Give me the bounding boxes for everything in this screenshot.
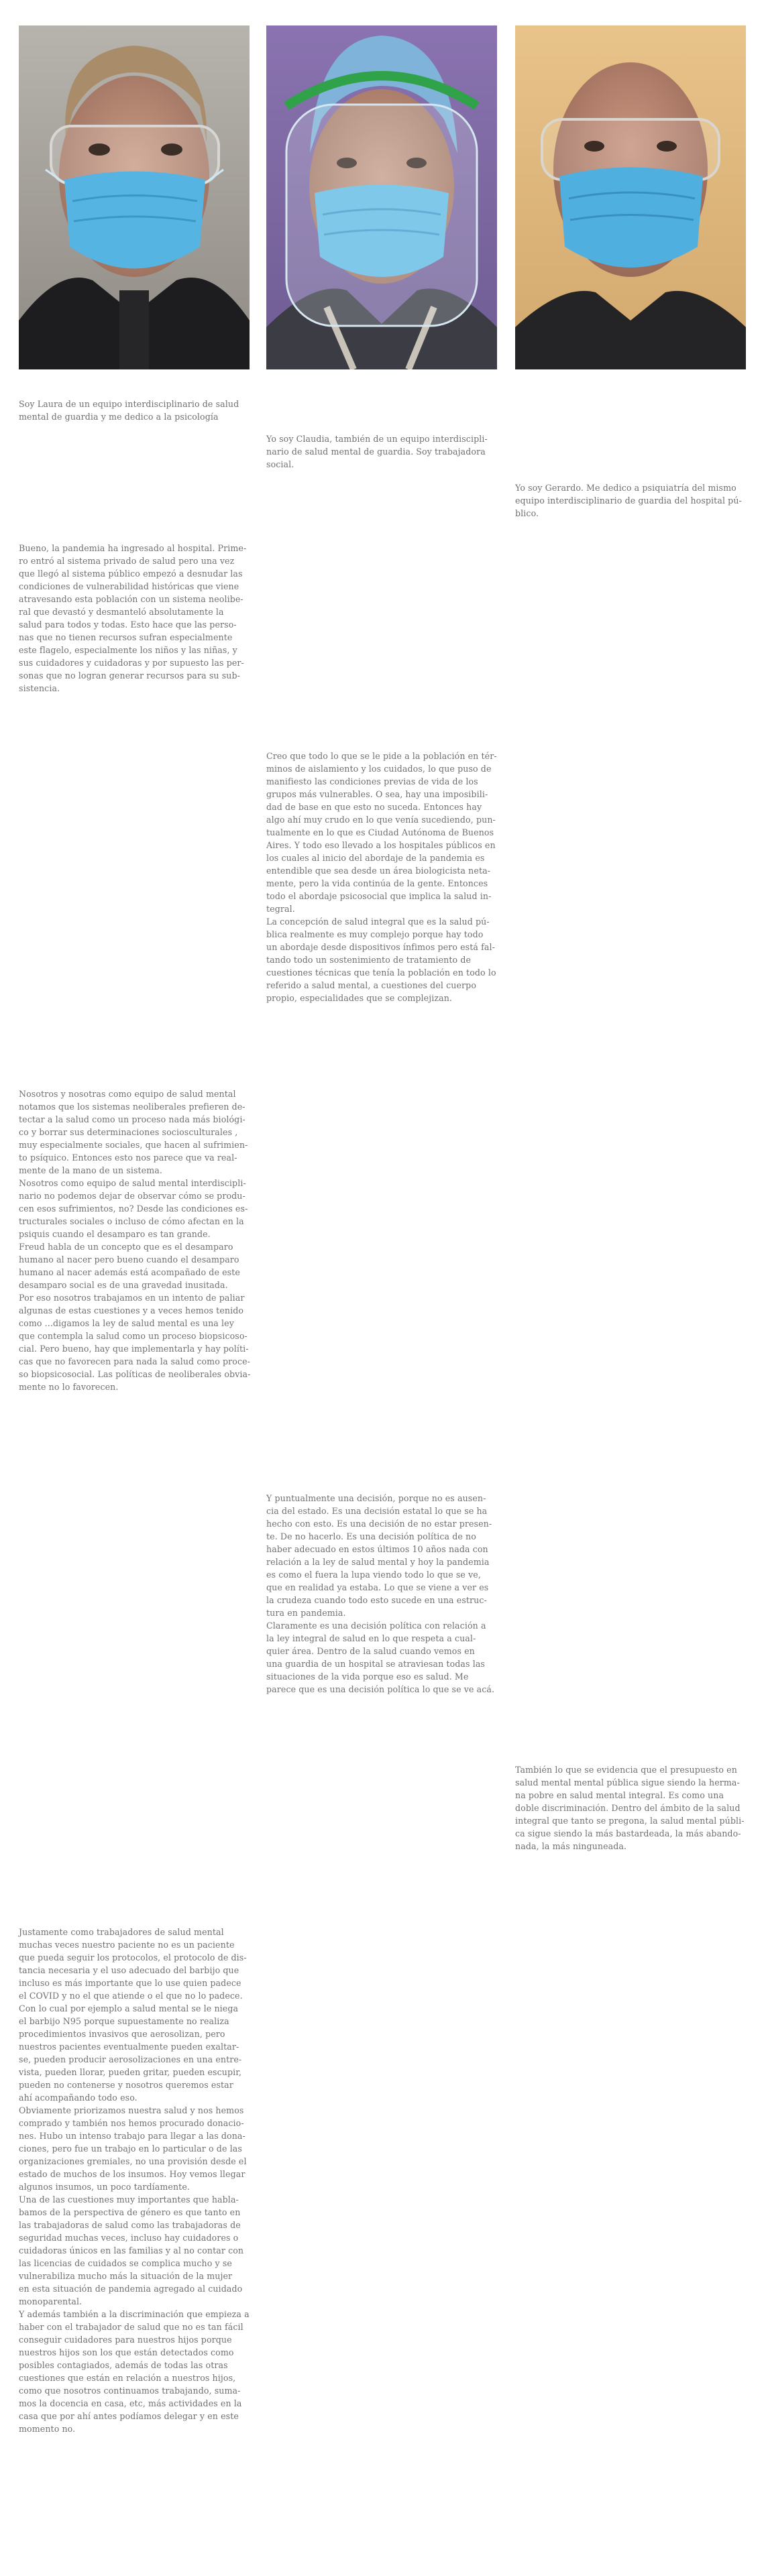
paragraph: Justamente como trabajadores de salud mental muchas veces nuestro paciente no es un paciente que pueda seguir los protocolos, el protocolo de dis- tancia necesaria y el uso adecuado del barbijo que incluso es más importante que lo use quien padece el COVID y no el que atiende o el que no lo padece. Con lo cual por ejemplo a salud mental se le niega el barbijo N95 porque supuestamente no realiza procedimientos invasivos que aerosolizan, pero nuestros pacientes eventualmente pueden exaltar- se, pueden producir aerosolizaciones en una entre- vista, pueden llorar, pueden gritar, pueden escupir, pueden no contenerse y nosotros queremos estar ahí acompañando todo eso. Obviamente priorizamos nuestra salud y nos hemos comprado y también nos hemos procurado donacio- nes. Hubo un intenso trabajo para llegar a las dona- ciones, pero fue un trabajo en lo particular o de las organizaciones gremiales, no una provisión desde el estado de muchos de los insumos. Hoy vemos llegar algunos insumos, un poco tardíamente. Una de las cuestiones muy importantes que habla- bamos de la perspectiva de género es que tanto en las trabajadoras de salud como las trabajadoras de seguridad muchas veces, incluso hay cuidadores o cuidadoras únicos en las familias y al no contar con las licencias de cuidados se complica mucho y se vulnerabiliza mucho más la situación de la mujer en esta situación de pandemia agregado al cuidado monoparental. Y además también a la discriminación que empieza a haber con el trabajador de salud que no es tan fácil conseguir cuidadores para nuestros hijos porque nuestros hijos son los que están detectados como posibles contagiados, además de todas las otras cuestiones que están en relación a nuestros hijos, como que nosotros continuamos trabajando, suma- mos la docencia en casa, etc, más actividades en la casa que por ahí antes podíamos delegar y en este momento no. <box>19 1927 250 2434</box>
text-block-laura-3 <box>19 1926 254 2435</box>
photo-laura <box>19 25 250 369</box>
paragraph: Y puntualmente una decisión, porque no es ausen- cia del estado. Es una decisión estatal lo que se ha hecho con esto. Es una decisión de no estar presen- te. De no hacerlo. Es una decisión política de no haber adecuado en estos últimos 10 años nada con relación a la ley de salud mental y hoy la pandemia es como el fuera la lupa viendo todo lo que se ve, que en realidad ya estaba. Lo que se viene a ver es la crudeza cuando todo esto sucede en una estruc- tura en pandemia. Claramente es una decisión política con relación a la ley integral de salud en lo que respeta a cual- quier área. Dentro de la salud cuando vemos en una guardia de un hospital se atraviesan todas las situaciones de la vida porque eso es salud. Me parece que es una decisión política lo que se ve acá. <box>266 1493 495 1694</box>
caption-gerardo-text: Yo soy Gerardo. Me dedico a psiquiatría del mismo equipo interdisciplinario de guardia del hospital pú- blico. <box>515 483 742 518</box>
portrait-laura <box>19 25 250 369</box>
paragraph: También lo que se evidencia que el presupuesto en salud mental mental pública sigue siendo la herma- na pobre en salud mental integral. Es como una doble discriminación. Dentro del ámbito de la salud integral que tanto se pregona, la salud mental públi- ca sigue siendo la más bastardeada, la más abando- nada, la más ninguneada. <box>515 1765 745 1851</box>
text-block-claudia-2 <box>266 1492 501 1696</box>
paragraph: Bueno, la pandemia ha ingresado al hospital. Prime- ro entró al sistema privado de salud pero una vez que llegó al sistema público empezó a desnudar las condiciones de vulnerabilidad históricas que viene atravesando esta población con un sistema neolibe- ral que devastó y desmanteló absolutamente la salud para todos y todas. Esto hace que las perso- nas que no tienen recursos sufran especialmente este flagelo, especialmente los niños y las niñas, y sus cuidadores y cuidadoras y por supuesto las per- sonas que no logran generar recursos para su sub- sistencia. <box>19 543 247 693</box>
text-block-laura-2 <box>19 1088 254 1393</box>
caption-claudia-text: Yo soy Claudia, también de un equipo interdiscipli- nario de salud mental de guardia. Soy trabajadora social. <box>266 434 488 469</box>
caption-gerardo <box>515 481 750 520</box>
portrait-claudia <box>266 25 497 369</box>
photo-claudia <box>266 25 497 369</box>
caption-laura-text: Soy Laura de un equipo interdisciplinario de salud mental de guardia y me dedico a la psicología <box>19 399 239 422</box>
text-block-laura-1 <box>19 542 254 695</box>
text-block-gerardo-1 <box>515 1763 750 1853</box>
photo-gerardo <box>515 25 746 369</box>
paragraph: Creo que todo lo que se le pide a la población en tér- minos de aislamiento y los cuidados, lo que puso de manifiesto las condiciones previas de vida de los grupos más vulnerables. O sea, hay una imposibili- dad de base en que esto no suceda. Entonces hay algo ahí muy crudo en lo que venía sucediendo, pun- tualmente en lo que es Ciudad Autónoma de Buenos Aires. Y todo eso llevado a los hospitales públicos en los cuales al inicio del abordaje de la pandemia es entendible que sea desde un área biologicista neta- mente, pero la vida continúa de la gente. Entonces todo el abordaje psicosocial que implica la salud in- tegral. La concepción de salud integral que es la salud pú- blica realmente es muy complejo porque hay todo un abordaje desde dispositivos ínfimos pero está fal- tando todo un sostenimiento de tratamiento de cuestiones técnicas que tenía la población en todo lo referido a salud mental, a cuestiones del cuerpo propio, especialidades que se complejizan. <box>266 751 497 1003</box>
caption-laura <box>19 398 254 423</box>
portrait-gerardo <box>515 25 746 369</box>
paragraph: Nosotros y nosotras como equipo de salud mental notamos que los sistemas neoliberales prefieren de- tectar a la salud como un proceso nada más biológi- co y borrar sus determinaciones sociosculturales , muy especialmente sociales, que hacen al sufrimien- to psíquico. Entonces esto nos parece que va real- mente de la mano de un sistema. Nosotros como equipo de salud mental interdiscipli- nario no podemos dejar de observar cómo se produ- cen esos sufrimientos, no? Desde las condiciones es- tructurales sociales o incluso de cómo afectan en la psiquis cuando el desamparo es tan grande. Freud habla de un concepto que es el desamparo humano al nacer pero bueno cuando el desamparo humano al nacer además está acompañado de este desamparo social es de una gravedad inusitada. Por eso nosotros trabajamos en un intento de paliar algunas de estas cuestiones y a veces hemos tenido como ...digamos la ley de salud mental es una ley que contempla la salud como un proceso biopsicoso- cial. Pero bueno, hay que implementarla y hay políti- cas que no favorecen para nada la salud como proce- so biopsicosocial. Las políticas de neoliberales obvia- mente no lo favorecen. <box>19 1089 251 1392</box>
caption-claudia <box>266 432 501 471</box>
text-block-claudia-1 <box>266 750 501 1004</box>
